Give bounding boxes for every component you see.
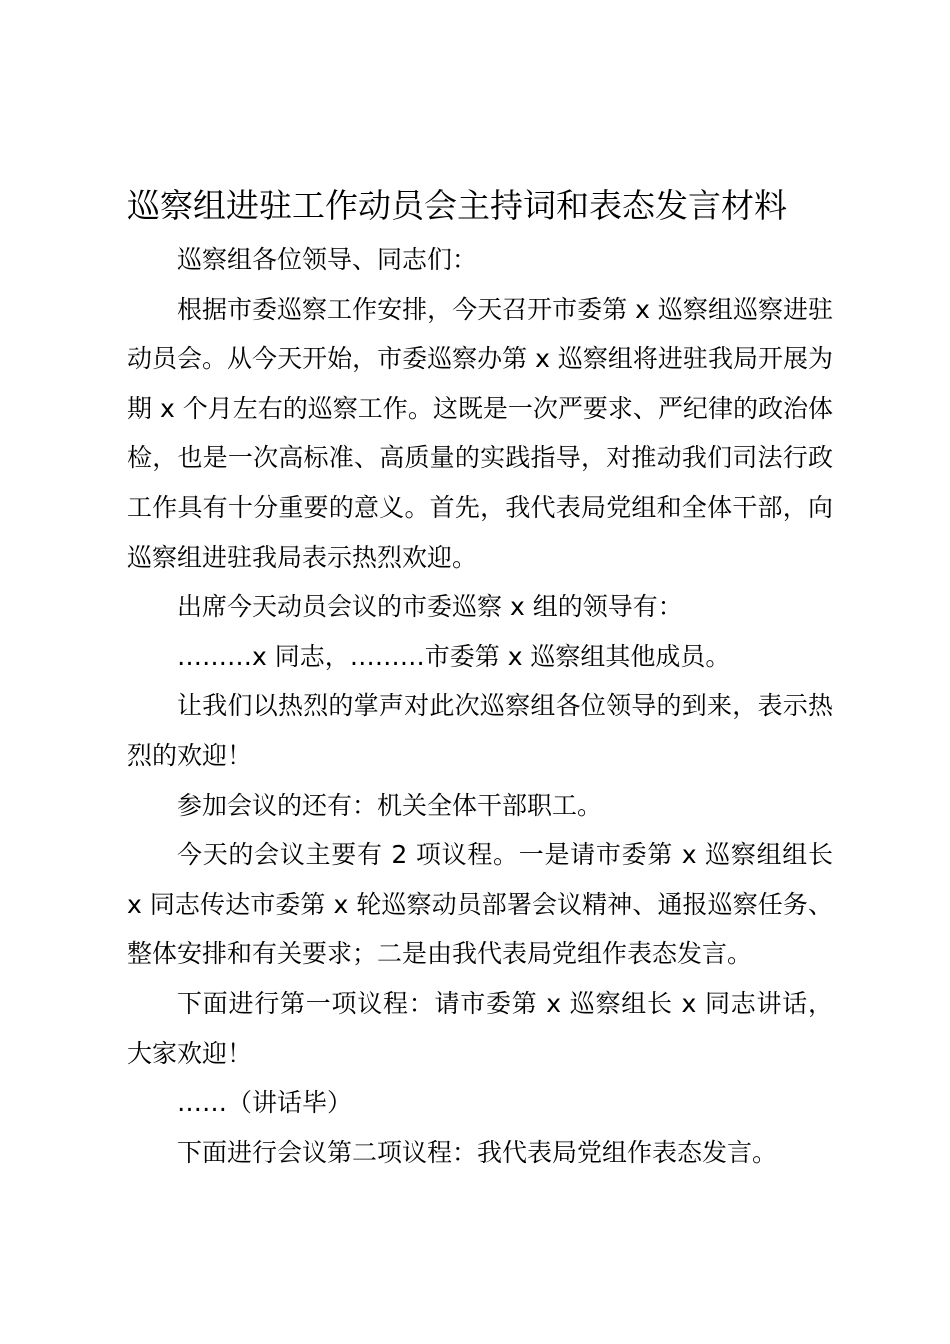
- paragraph-introduction: 根据市委巡察工作安排，今天召开市委第 x 巡察组巡察进驻动员会。从今天开始，市委巡察办第 x 巡察组将进驻我局开展为期 x 个月左右的巡察工作。这既是一次严要求、严纪律的政治体检，也是一次高标准、高质量的实践指导，对推动我们司法行政工作具有十分重要的意义。首先，我代表局党组和全体干部，向巡察组进驻我局表示热烈欢迎。: [127, 294, 833, 572]
- paragraph-participants: 参加会议的还有：机关全体干部职工。: [177, 790, 603, 820]
- paragraph-attending-leaders: 出席今天动员会议的市委巡察 x 组的领导有：: [177, 592, 683, 622]
- document-body: [127, 235, 833, 1177]
- paragraph-first-item: 下面进行第一项议程：请市委第 x 巡察组长 x 同志讲话，大家欢迎！: [127, 988, 833, 1068]
- paragraph-second-item: 下面进行会议第二项议程：我代表局党组作表态发言。: [177, 1137, 778, 1167]
- paragraph-welcome: 让我们以热烈的掌声对此次巡察组各位领导的到来，表示热烈的欢迎！: [127, 691, 833, 770]
- paragraph-speech-end: ……（讲话毕）: [177, 1088, 353, 1118]
- paragraph-leader-names: ………x 同志，………市委第 x 巡察组其他成员。: [177, 641, 731, 671]
- paragraph-greeting: 巡察组各位领导、同志们：: [177, 245, 478, 274]
- paragraph-agenda: 今天的会议主要有 2 项议程。一是请市委第 x 巡察组组长 x 同志传达市委第 x 轮巡察动员部署会议精神、通报巡察任务、整体安排和有关要求；二是由我代表局党组作表态发言。: [127, 840, 833, 969]
- document-title: 巡察组进驻工作动员会主持词和表态发言材料: [127, 186, 787, 225]
